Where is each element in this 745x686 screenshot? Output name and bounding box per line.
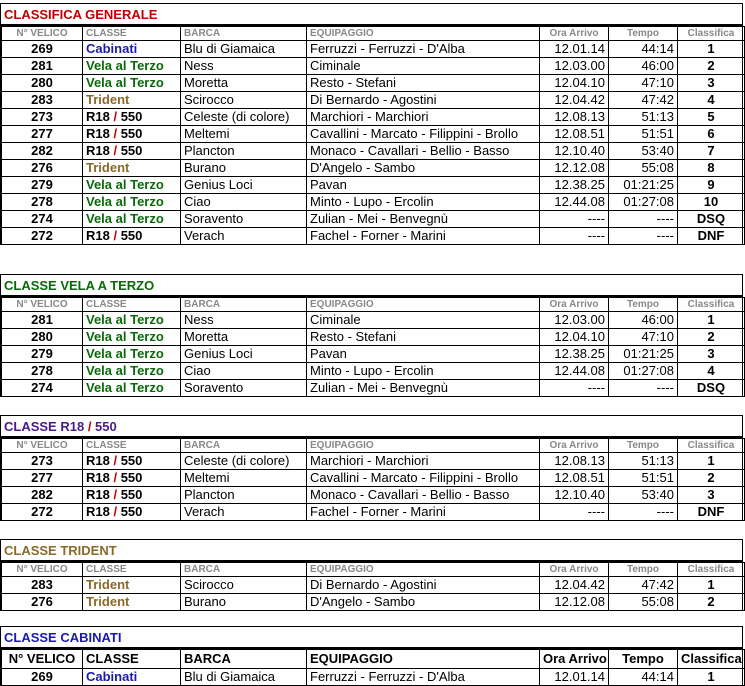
sail-number: 276 <box>2 594 83 611</box>
class-cell <box>83 75 181 92</box>
sail-number: 281 <box>2 312 83 329</box>
class-cell <box>83 504 181 521</box>
sail-number: 273 <box>2 453 83 470</box>
section-classe-vela-a-terzo <box>0 274 743 397</box>
class-name: Trident <box>86 577 130 592</box>
sail-number: 274 <box>2 211 83 228</box>
class-cell <box>83 577 181 594</box>
arrival-time: 12.04.42 <box>540 577 609 594</box>
sail-number: 279 <box>2 177 83 194</box>
rank: DNF <box>678 228 745 245</box>
column-header-arrivo: Ora Arrivo <box>540 298 609 312</box>
elapsed-time: 51:51 <box>609 470 678 487</box>
boat-name: Meltemi <box>181 470 307 487</box>
rank: 1 <box>678 453 745 470</box>
boat-name: Scirocco <box>181 577 307 594</box>
arrival-time: 12.08.13 <box>540 109 609 126</box>
class-cell <box>83 228 181 245</box>
rank: 3 <box>678 346 745 363</box>
column-header-barca: BARCA <box>181 650 307 669</box>
rank: 1 <box>678 669 745 686</box>
table-row <box>2 58 745 75</box>
arrival-time: 12.12.08 <box>540 594 609 611</box>
arrival-time: 12.44.08 <box>540 363 609 380</box>
crew: Resto - Stefani <box>307 75 540 92</box>
crew: Ciminale <box>307 312 540 329</box>
elapsed-time: 47:10 <box>609 329 678 346</box>
column-header-equipaggio: EQUIPAGGIO <box>307 563 540 577</box>
table-row <box>2 577 745 594</box>
column-header-classe: CLASSE <box>83 650 181 669</box>
rank: 3 <box>678 487 745 504</box>
class-name: Vela al Terzo <box>86 194 164 209</box>
elapsed-time: 53:40 <box>609 143 678 160</box>
class-name: R18 <box>86 470 110 485</box>
class-separator: / <box>109 504 121 519</box>
results-table <box>1 26 745 245</box>
column-header-arrivo: Ora Arrivo <box>540 439 609 453</box>
elapsed-time: 51:13 <box>609 109 678 126</box>
boat-name: Moretta <box>181 75 307 92</box>
crew: Resto - Stefani <box>307 329 540 346</box>
column-header-velico: N° VELICO <box>2 439 83 453</box>
boat-name: Verach <box>181 228 307 245</box>
class-cell <box>83 160 181 177</box>
column-header-classifica: Classifica <box>678 650 745 669</box>
class-separator: / <box>109 470 121 485</box>
elapsed-time: ---- <box>609 504 678 521</box>
sail-number: 282 <box>2 143 83 160</box>
crew: Zulian - Mei - Benvegnù <box>307 380 540 397</box>
elapsed-time: ---- <box>609 228 678 245</box>
column-header-barca: BARCA <box>181 27 307 41</box>
boat-name: Meltemi <box>181 126 307 143</box>
rank: 5 <box>678 109 745 126</box>
boat-name: Ciao <box>181 363 307 380</box>
class-name-secondary: 550 <box>120 453 143 468</box>
rank: 4 <box>678 363 745 380</box>
column-header-equipaggio: EQUIPAGGIO <box>307 439 540 453</box>
section-title: CLASSE VELA A TERZO <box>1 275 742 297</box>
header-row <box>2 298 745 312</box>
elapsed-time: 01:21:25 <box>609 346 678 363</box>
elapsed-time: 01:21:25 <box>609 177 678 194</box>
class-name: Vela al Terzo <box>86 329 164 344</box>
table-row <box>2 41 745 58</box>
elapsed-time: 44:14 <box>609 669 678 686</box>
class-name: Vela al Terzo <box>86 211 164 226</box>
rank: DNF <box>678 504 745 521</box>
crew: Cavallini - Marcato - Filippini - Brollo <box>307 470 540 487</box>
arrival-time: 12.04.10 <box>540 329 609 346</box>
arrival-time: 12.08.51 <box>540 470 609 487</box>
section-classe-cabinati <box>0 626 743 686</box>
header-row <box>2 27 745 41</box>
class-cell <box>83 346 181 363</box>
sail-number: 272 <box>2 504 83 521</box>
class-cell <box>83 194 181 211</box>
elapsed-time: 44:14 <box>609 41 678 58</box>
rank: 2 <box>678 594 745 611</box>
section-title: CLASSIFICA GENERALE <box>1 4 742 26</box>
class-name: R18 <box>86 109 110 124</box>
crew: Minto - Lupo - Ercolin <box>307 194 540 211</box>
column-header-velico: N° VELICO <box>2 650 83 669</box>
class-separator: / <box>109 109 121 124</box>
table-row <box>2 380 745 397</box>
boat-name: Genius Loci <box>181 346 307 363</box>
rank: 10 <box>678 194 745 211</box>
boat-name: Ness <box>181 312 307 329</box>
arrival-time: 12.10.40 <box>540 143 609 160</box>
class-cell <box>83 380 181 397</box>
class-cell <box>83 470 181 487</box>
sail-number: 278 <box>2 363 83 380</box>
class-cell <box>83 453 181 470</box>
column-header-barca: BARCA <box>181 439 307 453</box>
rank: 1 <box>678 577 745 594</box>
rank: 8 <box>678 160 745 177</box>
table-row <box>2 470 745 487</box>
header-row <box>2 650 745 669</box>
column-header-tempo: Tempo <box>609 27 678 41</box>
class-cell <box>83 126 181 143</box>
elapsed-time: 47:42 <box>609 92 678 109</box>
table-row <box>2 109 745 126</box>
class-name: Vela al Terzo <box>86 363 164 378</box>
sail-number: 269 <box>2 669 83 686</box>
boat-name: Plancton <box>181 143 307 160</box>
results-table <box>1 562 745 611</box>
table-row <box>2 126 745 143</box>
elapsed-time: 46:00 <box>609 58 678 75</box>
rank: 2 <box>678 58 745 75</box>
boat-name: Soravento <box>181 380 307 397</box>
class-name: Vela al Terzo <box>86 346 164 361</box>
sail-number: 282 <box>2 487 83 504</box>
boat-name: Blu di Giamaica <box>181 669 307 686</box>
table-row <box>2 504 745 521</box>
class-cell <box>83 363 181 380</box>
arrival-time: 12.01.14 <box>540 669 609 686</box>
column-header-barca: BARCA <box>181 298 307 312</box>
section-title <box>1 416 742 438</box>
elapsed-time: 55:08 <box>609 160 678 177</box>
sail-number: 280 <box>2 329 83 346</box>
arrival-time: 12.03.00 <box>540 312 609 329</box>
class-cell <box>83 329 181 346</box>
sail-number: 272 <box>2 228 83 245</box>
rank: 9 <box>678 177 745 194</box>
arrival-time: 12.01.14 <box>540 41 609 58</box>
crew: Ferruzzi - Ferruzzi - D'Alba <box>307 669 540 686</box>
crew: Marchiori - Marchiori <box>307 109 540 126</box>
class-name: Vela al Terzo <box>86 177 164 192</box>
table-row <box>2 594 745 611</box>
sail-number: 274 <box>2 380 83 397</box>
class-name-secondary: 550 <box>120 126 143 141</box>
sail-number: 281 <box>2 58 83 75</box>
section-title: CLASSE CABINATI <box>1 627 742 649</box>
class-name-secondary: 550 <box>120 504 143 519</box>
column-header-classifica: Classifica <box>678 439 745 453</box>
table-row <box>2 160 745 177</box>
class-name: Cabinati <box>86 41 138 56</box>
table-row <box>2 92 745 109</box>
crew: D'Angelo - Sambo <box>307 160 540 177</box>
crew: Cavallini - Marcato - Filippini - Brollo <box>307 126 540 143</box>
class-cell <box>83 109 181 126</box>
arrival-time: 12.38.25 <box>540 346 609 363</box>
section-classe-trident <box>0 539 743 611</box>
crew: Di Bernardo - Agostini <box>307 577 540 594</box>
class-cell <box>83 487 181 504</box>
column-header-arrivo: Ora Arrivo <box>540 650 609 669</box>
class-name: Vela al Terzo <box>86 312 164 327</box>
class-name: R18 <box>86 228 110 243</box>
arrival-time: 12.12.08 <box>540 160 609 177</box>
sail-number: 278 <box>2 194 83 211</box>
arrival-time: ---- <box>540 211 609 228</box>
class-cell <box>83 177 181 194</box>
crew: Ciminale <box>307 58 540 75</box>
crew: Fachel - Forner - Marini <box>307 228 540 245</box>
table-row <box>2 669 745 686</box>
class-name: Vela al Terzo <box>86 58 164 73</box>
section-classe-r18-550 <box>0 415 743 521</box>
results-table <box>1 438 745 521</box>
table-row <box>2 177 745 194</box>
sail-number: 283 <box>2 92 83 109</box>
boat-name: Burano <box>181 594 307 611</box>
class-separator: / <box>109 228 121 243</box>
rank: 7 <box>678 143 745 160</box>
table-row <box>2 228 745 245</box>
sail-number: 283 <box>2 577 83 594</box>
results-table <box>1 297 745 397</box>
class-name: Trident <box>86 92 130 107</box>
arrival-time: ---- <box>540 228 609 245</box>
column-header-barca: BARCA <box>181 563 307 577</box>
elapsed-time: 53:40 <box>609 487 678 504</box>
class-separator: / <box>109 143 121 158</box>
rank: 3 <box>678 75 745 92</box>
column-header-equipaggio: EQUIPAGGIO <box>307 298 540 312</box>
boat-name: Scirocco <box>181 92 307 109</box>
class-name: R18 <box>86 504 110 519</box>
crew: D'Angelo - Sambo <box>307 594 540 611</box>
crew: Monaco - Cavallari - Bellio - Basso <box>307 143 540 160</box>
elapsed-time: 46:00 <box>609 312 678 329</box>
header-row <box>2 563 745 577</box>
elapsed-time: ---- <box>609 211 678 228</box>
arrival-time: 12.04.42 <box>540 92 609 109</box>
table-row <box>2 143 745 160</box>
boat-name: Soravento <box>181 211 307 228</box>
column-header-arrivo: Ora Arrivo <box>540 563 609 577</box>
table-row <box>2 487 745 504</box>
elapsed-time: 01:27:08 <box>609 194 678 211</box>
class-cell <box>83 312 181 329</box>
class-name: Vela al Terzo <box>86 75 164 90</box>
class-cell <box>83 669 181 686</box>
class-name: Trident <box>86 160 130 175</box>
elapsed-time: 55:08 <box>609 594 678 611</box>
rank: 2 <box>678 470 745 487</box>
class-name-secondary: 550 <box>120 487 143 502</box>
results-table <box>1 649 745 686</box>
boat-name: Celeste (di colore) <box>181 453 307 470</box>
class-name-secondary: 550 <box>120 470 143 485</box>
column-header-tempo: Tempo <box>609 439 678 453</box>
rank: DSQ <box>678 380 745 397</box>
arrival-time: 12.08.51 <box>540 126 609 143</box>
elapsed-time: 01:27:08 <box>609 363 678 380</box>
arrival-time: 12.08.13 <box>540 453 609 470</box>
arrival-time: ---- <box>540 504 609 521</box>
elapsed-time: 51:13 <box>609 453 678 470</box>
column-header-tempo: Tempo <box>609 563 678 577</box>
column-header-classifica: Classifica <box>678 27 745 41</box>
class-cell <box>83 594 181 611</box>
table-row <box>2 453 745 470</box>
table-row <box>2 363 745 380</box>
crew: Di Bernardo - Agostini <box>307 92 540 109</box>
class-cell <box>83 41 181 58</box>
boat-name: Blu di Giamaica <box>181 41 307 58</box>
elapsed-time: ---- <box>609 380 678 397</box>
class-name: Trident <box>86 594 130 609</box>
arrival-time: ---- <box>540 380 609 397</box>
column-header-classe: CLASSE <box>83 27 181 41</box>
column-header-tempo: Tempo <box>609 650 678 669</box>
column-header-classe: CLASSE <box>83 439 181 453</box>
crew: Pavan <box>307 346 540 363</box>
class-name-secondary: 550 <box>120 109 143 124</box>
arrival-time: 12.44.08 <box>540 194 609 211</box>
crew: Fachel - Forner - Marini <box>307 504 540 521</box>
section-title-sep: / <box>84 419 96 434</box>
boat-name: Verach <box>181 504 307 521</box>
crew: Zulian - Mei - Benvegnù <box>307 211 540 228</box>
sail-number: 277 <box>2 470 83 487</box>
boat-name: Ness <box>181 58 307 75</box>
column-header-classe: CLASSE <box>83 563 181 577</box>
class-cell <box>83 58 181 75</box>
column-header-velico: N° VELICO <box>2 563 83 577</box>
arrival-time: 12.03.00 <box>540 58 609 75</box>
boat-name: Ciao <box>181 194 307 211</box>
rank: 4 <box>678 92 745 109</box>
elapsed-time: 47:10 <box>609 75 678 92</box>
sail-number: 277 <box>2 126 83 143</box>
rank: 2 <box>678 329 745 346</box>
rank: 6 <box>678 126 745 143</box>
rank: DSQ <box>678 211 745 228</box>
sail-number: 276 <box>2 160 83 177</box>
elapsed-time: 51:51 <box>609 126 678 143</box>
boat-name: Burano <box>181 160 307 177</box>
class-name-secondary: 550 <box>120 228 143 243</box>
rank: 1 <box>678 312 745 329</box>
sail-number: 280 <box>2 75 83 92</box>
table-row <box>2 75 745 92</box>
table-row <box>2 211 745 228</box>
section-title-550: 550 <box>95 419 117 434</box>
column-header-classe: CLASSE <box>83 298 181 312</box>
class-name: Cabinati <box>86 669 138 684</box>
table-row <box>2 312 745 329</box>
arrival-time: 12.10.40 <box>540 487 609 504</box>
boat-name: Genius Loci <box>181 177 307 194</box>
class-cell <box>83 143 181 160</box>
section-classifica-generale <box>0 3 743 245</box>
column-header-equipaggio: EQUIPAGGIO <box>307 650 540 669</box>
class-cell <box>83 211 181 228</box>
crew: Marchiori - Marchiori <box>307 453 540 470</box>
table-row <box>2 329 745 346</box>
class-separator: / <box>109 126 121 141</box>
class-name: R18 <box>86 143 110 158</box>
table-row <box>2 346 745 363</box>
table-row <box>2 194 745 211</box>
crew: Ferruzzi - Ferruzzi - D'Alba <box>307 41 540 58</box>
sail-number: 269 <box>2 41 83 58</box>
class-name: R18 <box>86 126 110 141</box>
column-header-classifica: Classifica <box>678 563 745 577</box>
sail-number: 279 <box>2 346 83 363</box>
elapsed-time: 47:42 <box>609 577 678 594</box>
arrival-time: 12.38.25 <box>540 177 609 194</box>
class-name-secondary: 550 <box>120 143 143 158</box>
column-header-arrivo: Ora Arrivo <box>540 27 609 41</box>
class-name: R18 <box>86 453 110 468</box>
column-header-velico: N° VELICO <box>2 27 83 41</box>
column-header-tempo: Tempo <box>609 298 678 312</box>
sail-number: 273 <box>2 109 83 126</box>
column-header-classifica: Classifica <box>678 298 745 312</box>
crew: Pavan <box>307 177 540 194</box>
column-header-velico: N° VELICO <box>2 298 83 312</box>
crew: Minto - Lupo - Ercolin <box>307 363 540 380</box>
class-cell <box>83 92 181 109</box>
boat-name: Plancton <box>181 487 307 504</box>
arrival-time: 12.04.10 <box>540 75 609 92</box>
boat-name: Celeste (di colore) <box>181 109 307 126</box>
header-row <box>2 439 745 453</box>
crew: Monaco - Cavallari - Bellio - Basso <box>307 487 540 504</box>
class-name: Vela al Terzo <box>86 380 164 395</box>
column-header-equipaggio: EQUIPAGGIO <box>307 27 540 41</box>
class-name: R18 <box>86 487 110 502</box>
section-title: CLASSE TRIDENT <box>1 540 742 562</box>
class-separator: / <box>109 487 121 502</box>
section-title-r18: CLASSE R18 <box>4 419 85 434</box>
boat-name: Moretta <box>181 329 307 346</box>
class-separator: / <box>109 453 121 468</box>
rank: 1 <box>678 41 745 58</box>
